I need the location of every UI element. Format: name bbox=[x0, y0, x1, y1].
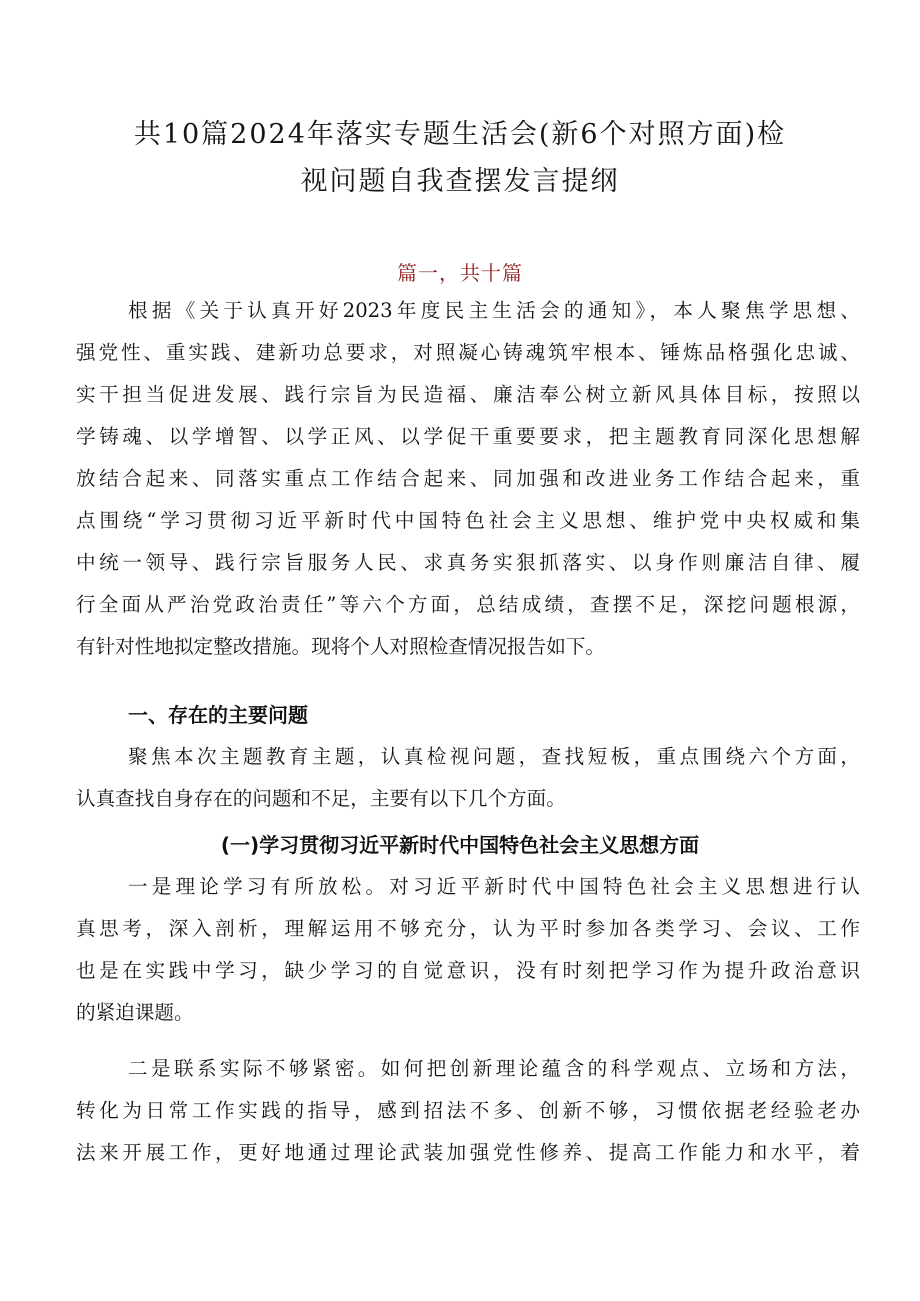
point-paragraph-line: 也是在实践中学习，缺少学习的自觉意识，没有时刻把学习作为提升政治意识 bbox=[76, 959, 860, 982]
intro-paragraph-line: 行全面从严治党政治责任”等六个方面，总结成绩，查摆不足，深挖问题根源， bbox=[76, 593, 860, 616]
intro-paragraph-line: 有针对性地拟定整改措施。现将个人对照检查情况报告如下。 bbox=[76, 635, 606, 658]
section-heading: 一、存在的主要问题 bbox=[128, 703, 308, 727]
point-paragraph-line: 法来开展工作，更好地通过理论武装加强党性修养、提高工作能力和水平，着 bbox=[76, 1141, 860, 1164]
document-title-line-2: 视问题自我查摆发言提纲 bbox=[300, 166, 620, 197]
intro-paragraph-line: 实干担当促进发展、践行宗旨为民造福、廉洁奉公树立新风具体目标，按照以 bbox=[76, 383, 860, 406]
chapter-label: 篇一，共十篇 bbox=[397, 261, 523, 285]
section-paragraph-line: 认真查找自身存在的问题和不足，主要有以下几个方面。 bbox=[76, 787, 566, 810]
point-paragraph-line: 的紧迫课题。 bbox=[76, 1001, 194, 1024]
subsection-heading: (一)学习贯彻习近平新时代中国特色社会主义思想方面 bbox=[220, 833, 700, 857]
intro-paragraph-line: 强党性、重实践、建新功总要求，对照凝心铸魂筑牢根本、锤炼品格强化忠诚、 bbox=[76, 341, 860, 364]
intro-paragraph-line: 学铸魂、以学增智、以学正风、以学促干重要要求，把主题教育同深化思想解 bbox=[76, 425, 860, 448]
point-paragraph-line: 转化为日常工作实践的指导，感到招法不多、创新不够，习惯依据老经验老办 bbox=[76, 1099, 860, 1122]
point-paragraph-line: 真思考，深入剖析，理解运用不够充分，认为平时参加各类学习、会议、工作 bbox=[76, 917, 860, 940]
document-title-line-1: 共10篇2024年落实专题生活会(新6个对照方面)检 bbox=[133, 119, 787, 150]
intro-paragraph-line: 点围绕“学习贯彻习近平新时代中国特色社会主义思想、维护党中央权威和集 bbox=[76, 509, 860, 532]
intro-paragraph-line: 中统一领导、践行宗旨服务人民、求真务实狠抓落实、以身作则廉洁自律、履 bbox=[76, 551, 860, 574]
section-paragraph-line: 聚焦本次主题教育主题，认真检视问题，查找短板，重点围绕六个方面， bbox=[128, 745, 860, 768]
point-paragraph-line: 一是理论学习有所放松。对习近平新时代中国特色社会主义思想进行认 bbox=[128, 875, 860, 898]
intro-paragraph-line: 根据《关于认真开好2023年度民主生活会的通知》，本人聚焦学思想、 bbox=[128, 299, 860, 322]
point-paragraph-line: 二是联系实际不够紧密。如何把创新理论蕴含的科学观点、立场和方法， bbox=[128, 1057, 860, 1080]
intro-paragraph-line: 放结合起来、同落实重点工作结合起来、同加强和改进业务工作结合起来，重 bbox=[76, 467, 860, 490]
